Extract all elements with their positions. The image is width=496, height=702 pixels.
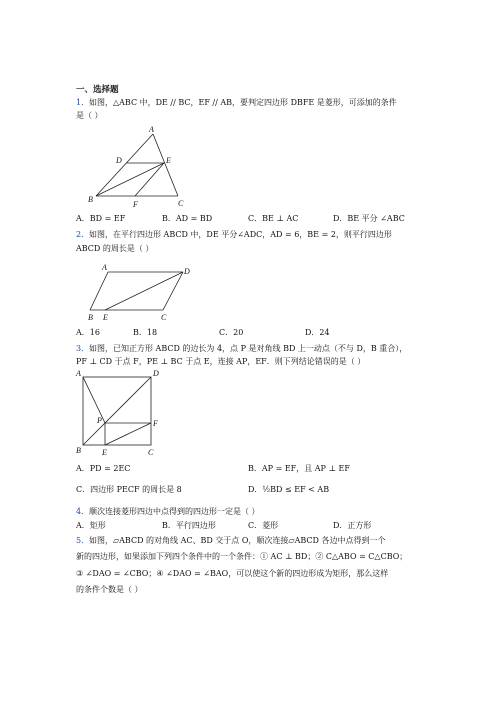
q2-label-B: B <box>88 313 93 322</box>
q1-label-B: B <box>88 195 93 204</box>
q3-stem-line1: 如图，已知正方形 ABCD 的边长为 4，点 P 是对角线 BD 上一动点（不与 D，B 重合）， <box>89 344 408 353</box>
q3-label-P: P <box>97 416 102 425</box>
q2-label-C: C <box>161 313 167 322</box>
q3-number: 3． <box>76 344 90 353</box>
q2-option-c: C．20 <box>219 328 244 337</box>
q4-option-c: C．菱形 <box>248 521 279 530</box>
q1-option-c: C．BE ⊥ AC <box>248 214 299 223</box>
q1-label-C: C <box>178 199 184 208</box>
q3-label-E: E <box>102 448 107 457</box>
q1-option-a: A．BD = EF <box>76 214 126 223</box>
q3-label-B: B <box>76 446 81 455</box>
q2-label-A: A <box>102 263 107 272</box>
q3-stem-line2: PF ⊥ CD 于点 F，PE ⊥ BC 于点 E，连接 AP，EF．则下列结论错误的是（ ） <box>76 357 366 366</box>
q2-option-a: A．16 <box>76 328 100 337</box>
q2-label-D: D <box>184 267 190 276</box>
q3-label-A: A <box>76 369 81 378</box>
q3-option-c: C．四边形 PECF 的周长是 8 <box>76 485 182 494</box>
q2-stem-line2: ABCD 的周长是（ ） <box>76 244 154 253</box>
q1-option-b: B．AD = BD <box>162 214 213 223</box>
q5-line3: ③ ∠DAO = ∠CBO；④ ∠DAO = ∠BAO，可以使这个新的四边形成为矩形，那么这样 <box>76 569 389 578</box>
q2-stem-line1: 如图，在平行四边形 ABCD 中，DE 平分∠ADC，AD = 6，BE = 2，则平行四边形 <box>89 230 392 239</box>
q3-label-F: F <box>153 419 158 428</box>
q1-number: 1． <box>76 98 90 107</box>
q4-option-a: A．矩形 <box>76 521 106 530</box>
q4-option-d: D．正方形 <box>333 521 372 530</box>
q1-label-E: E <box>166 156 171 165</box>
q1-label-A: A <box>149 125 154 134</box>
q3-label-C: C <box>148 448 154 457</box>
q3-label-D: D <box>153 369 159 378</box>
q1-stem-line2: 是（ ） <box>76 111 103 120</box>
q5-line1: 如图，▱ABCD 的对角线 AC、BD 交于点 O，顺次连接▱ABCD 各边中点得到一个 <box>89 536 386 545</box>
q2-figure <box>88 262 198 322</box>
section-title: 一、选择题 <box>76 85 119 95</box>
q3-option-d: D．½BD ≤ EF < AB <box>248 485 330 494</box>
q2-option-b: B．18 <box>133 328 158 337</box>
q3-option-b: B．AP = EF，且 AP ⊥ EF <box>248 464 350 473</box>
q2-label-E: E <box>103 313 108 322</box>
q1-stem-line1: 如图，△ABC 中，DE // BC，EF // AB，要判定四边形 DBFE 是菱形，可添加的条件 <box>89 98 397 107</box>
q3-option-a: A．PD = 2EC <box>76 464 131 473</box>
q4-option-b: B．平行四边形 <box>162 521 216 530</box>
q5-line4: 的条件个数是（ ） <box>76 585 143 594</box>
q2-option-d: D．24 <box>305 328 330 337</box>
q1-label-F: F <box>133 200 138 209</box>
q3-figure <box>76 371 166 459</box>
q5-line2: 新的四边形，如果添加下列四个条件中的一个条件：① AC ⊥ BD；② C△ABO = C△CBO； <box>76 552 408 561</box>
q4-stem: 顺次连接菱形四边中点得到的四边形一定是（ ） <box>89 507 260 516</box>
q2-number: 2． <box>76 230 90 239</box>
q4-number: 4． <box>76 507 90 516</box>
q5-number: 5． <box>76 536 90 545</box>
q1-figure <box>88 126 198 210</box>
q1-label-D: D <box>116 156 122 165</box>
q1-option-d: D．BE 平分 ∠ABC <box>333 214 405 223</box>
